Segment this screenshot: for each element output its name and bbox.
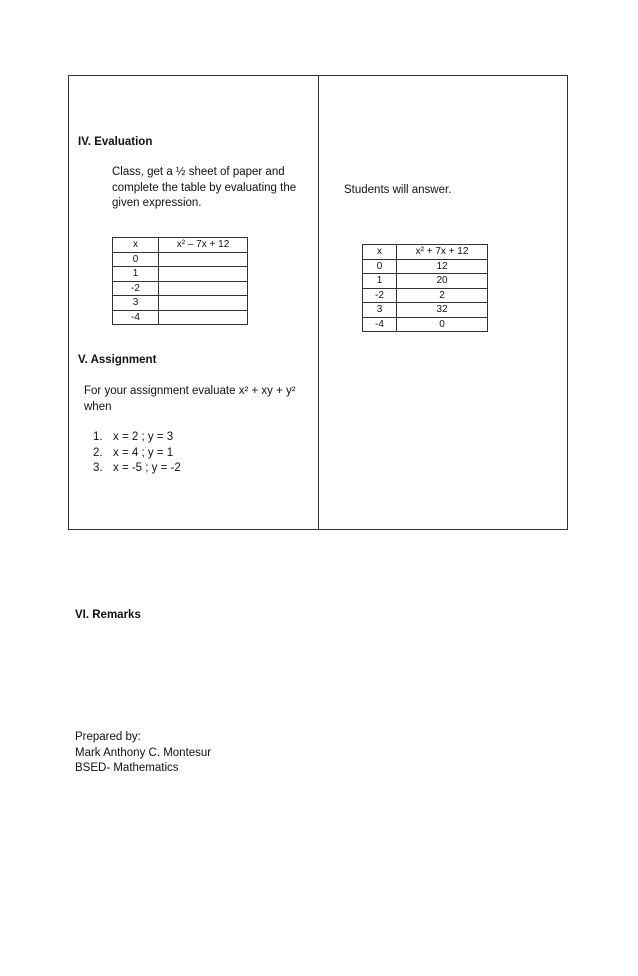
prepared-by-label: Prepared by: [75, 731, 141, 743]
x-cell: 0 [363, 259, 397, 274]
x-cell: 3 [113, 296, 159, 311]
value-cell: 32 [397, 303, 488, 318]
prepared-by-block [75, 730, 211, 777]
column-divider [318, 75, 319, 530]
table-row [363, 274, 488, 289]
x-cell: 0 [113, 252, 159, 267]
list-item [93, 446, 181, 462]
value-cell: 20 [397, 274, 488, 289]
value-cell: 2 [397, 288, 488, 303]
assignment-intro-line: For your assignment evaluate x² + xy + y² [84, 385, 296, 397]
remarks-heading: VI. Remarks [75, 609, 141, 621]
x-cell: 3 [363, 303, 397, 318]
instruction-line: given expression. [112, 197, 202, 209]
x-cell: 1 [363, 274, 397, 289]
answer-cell [159, 310, 248, 325]
header-expression: x² + 7x + 12 [397, 245, 488, 260]
table-row [363, 303, 488, 318]
header-x: x [113, 238, 159, 253]
evaluation-instructions [112, 165, 312, 212]
x-cell: 1 [113, 267, 159, 282]
list-number: 3. [93, 462, 103, 474]
table-row [363, 288, 488, 303]
author-course: BSED- Mathematics [75, 762, 179, 774]
list-item [93, 461, 181, 477]
table-row [113, 267, 248, 282]
answer-cell [159, 281, 248, 296]
table-row [363, 317, 488, 332]
header-expression: x² – 7x + 12 [159, 238, 248, 253]
author-name: Mark Anthony C. Montesur [75, 746, 212, 759]
assignment-intro-line: when [84, 400, 112, 413]
answer-cell [159, 267, 248, 282]
assignment-heading: V. Assignment [78, 354, 157, 366]
list-number: 2. [93, 446, 103, 459]
list-text: x = -5 ; y = -2 [113, 462, 181, 474]
list-number: 1. [93, 431, 103, 443]
list-item [93, 430, 181, 446]
table-row [113, 310, 248, 325]
x-cell: -2 [113, 281, 159, 296]
value-cell: 0 [397, 317, 488, 332]
evaluation-table [112, 237, 248, 325]
table-row [113, 252, 248, 267]
answer-cell [159, 252, 248, 267]
table-row [113, 281, 248, 296]
header-x: x [363, 245, 397, 260]
value-cell: 12 [397, 259, 488, 274]
table-header-row [113, 238, 248, 253]
answer-key-table [362, 244, 488, 332]
students-answer-text: Students will answer. [344, 184, 452, 196]
evaluation-heading: IV. Evaluation [78, 136, 153, 148]
instruction-line: Class, get a ½ sheet of paper and [112, 166, 285, 178]
x-cell: -2 [363, 288, 397, 303]
assignment-list [93, 430, 181, 477]
table-row [363, 259, 488, 274]
table-row [113, 296, 248, 311]
list-text: x = 4 ; y = 1 [113, 446, 174, 459]
instruction-line: complete the table by evaluating the [112, 181, 297, 194]
table-header-row [363, 245, 488, 260]
answer-cell [159, 296, 248, 311]
assignment-intro [84, 384, 314, 415]
x-cell: -4 [363, 317, 397, 332]
x-cell: -4 [113, 310, 159, 325]
list-text: x = 2 ; y = 3 [113, 431, 174, 443]
